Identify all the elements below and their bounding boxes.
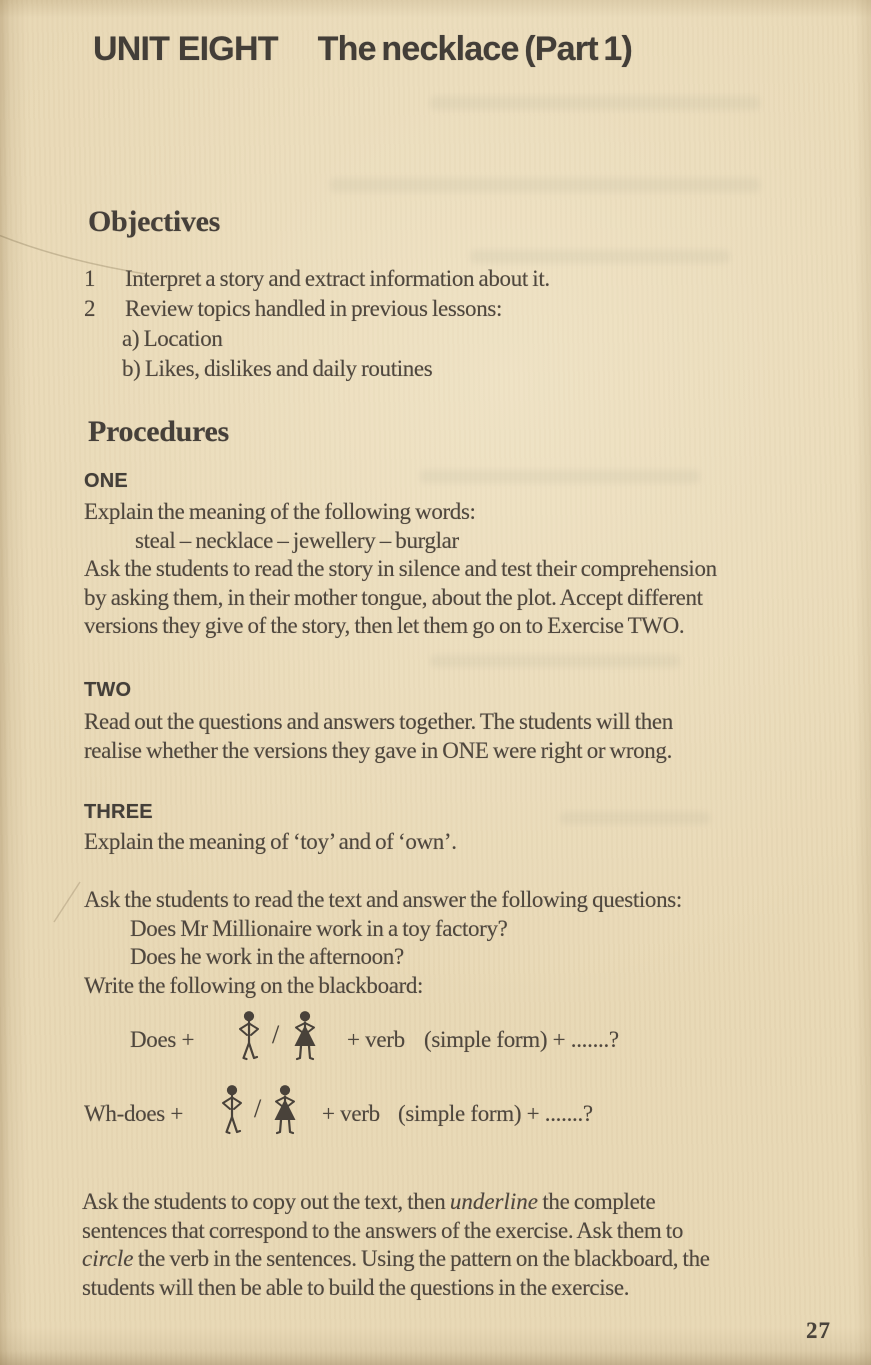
formula-form: (simple form) + .......? bbox=[424, 1027, 619, 1052]
male-stick-figure-icon bbox=[232, 1010, 266, 1062]
text-line bbox=[82, 1245, 710, 1274]
text-line: Explain the meaning of ‘toy’ and of ‘own’. bbox=[84, 829, 457, 854]
formula-form: (simple form) + .......? bbox=[398, 1101, 593, 1126]
text-line: sentences that correspond to the answers of the exercise. Ask them to bbox=[82, 1217, 683, 1243]
objective-subitem: b) Likes, dislikes and daily routines bbox=[122, 356, 433, 381]
step-one-label: ONE bbox=[84, 470, 128, 492]
question-line: Does Mr Millionaire work in a toy factory? bbox=[130, 915, 508, 941]
procedure-two bbox=[84, 679, 673, 765]
page-title bbox=[93, 30, 632, 69]
text-line: realise whether the versions they gave in ONE were right or wrong. bbox=[84, 737, 672, 763]
procedures-heading: Procedures bbox=[88, 415, 229, 448]
unit-label: UNIT EIGHT bbox=[93, 30, 278, 68]
text-segment: the complete bbox=[537, 1189, 656, 1214]
text-line: Read out the questions and answers together. The students will then bbox=[84, 709, 673, 734]
italic-word: circle bbox=[82, 1246, 134, 1271]
objective-text: Review topics handled in previous lessons: bbox=[125, 296, 502, 321]
question-line: Does he work in the afternoon? bbox=[130, 944, 404, 969]
slash-separator: / bbox=[254, 1094, 262, 1123]
vocabulary-line: steal – necklace – jewellery – burglar bbox=[135, 527, 459, 553]
text-line: Ask the students to read the text and answer the following questions: bbox=[84, 887, 682, 912]
text-segment: Ask the students to copy out the text, then bbox=[82, 1189, 450, 1214]
formula-lead: Wh-does + bbox=[84, 1101, 184, 1126]
bleedthrough-smudge bbox=[470, 250, 730, 263]
objective-number: 1 bbox=[84, 266, 96, 291]
objective-text: Interpret a story and extract information about it. bbox=[125, 266, 550, 291]
bleedthrough-smudge bbox=[430, 655, 680, 667]
text-line: Write the following on the blackboard: bbox=[84, 972, 424, 998]
paper-crease bbox=[52, 880, 84, 924]
text-line: students will then be able to build the questions in the exercise. bbox=[82, 1274, 630, 1300]
procedure-one bbox=[84, 470, 717, 641]
objective-item bbox=[84, 294, 550, 324]
text-line bbox=[82, 1188, 710, 1217]
text-line: Explain the meaning of the following words: bbox=[84, 499, 476, 524]
text-line: Ask the students to read the story in silence and test their comprehension bbox=[84, 556, 717, 581]
female-stick-figure-icon bbox=[288, 1010, 322, 1062]
bleedthrough-smudge bbox=[560, 812, 710, 824]
formula-lead: Does + bbox=[130, 1027, 195, 1052]
blackboard-pattern-wh-does bbox=[0, 1082, 871, 1142]
bleedthrough-smudge bbox=[330, 178, 760, 192]
objective-subitem: a) Location bbox=[122, 326, 223, 351]
objective-number: 2 bbox=[84, 296, 96, 321]
objectives-heading: Objectives bbox=[88, 205, 220, 238]
formula-verb: + verb bbox=[322, 1101, 380, 1126]
text-line: by asking them, in their mother tongue, about the plot. Accept different bbox=[84, 584, 703, 610]
italic-word: underline bbox=[449, 1189, 538, 1214]
procedure-three bbox=[84, 801, 457, 857]
unit-title: The necklace (Part 1) bbox=[317, 30, 633, 68]
step-three-label: THREE bbox=[84, 801, 153, 823]
text-line: versions they give of the story, then let them go on to Exercise TWO. bbox=[84, 613, 685, 638]
text-segment: the verb in the sentences. Using the pattern on the blackboard, the bbox=[133, 1246, 710, 1271]
procedure-three-task bbox=[84, 886, 682, 1000]
objectives-list bbox=[84, 264, 550, 384]
blackboard-pattern-does bbox=[0, 1008, 871, 1068]
closing-paragraph bbox=[82, 1188, 710, 1302]
male-stick-figure-icon bbox=[215, 1084, 249, 1136]
slash-separator: / bbox=[272, 1020, 280, 1049]
female-stick-figure-icon bbox=[268, 1084, 302, 1136]
bleedthrough-smudge bbox=[430, 96, 760, 110]
formula-verb: + verb bbox=[347, 1027, 405, 1052]
objective-item bbox=[84, 264, 550, 294]
step-two-label: TWO bbox=[84, 679, 132, 701]
page-number: 27 bbox=[806, 1318, 831, 1343]
